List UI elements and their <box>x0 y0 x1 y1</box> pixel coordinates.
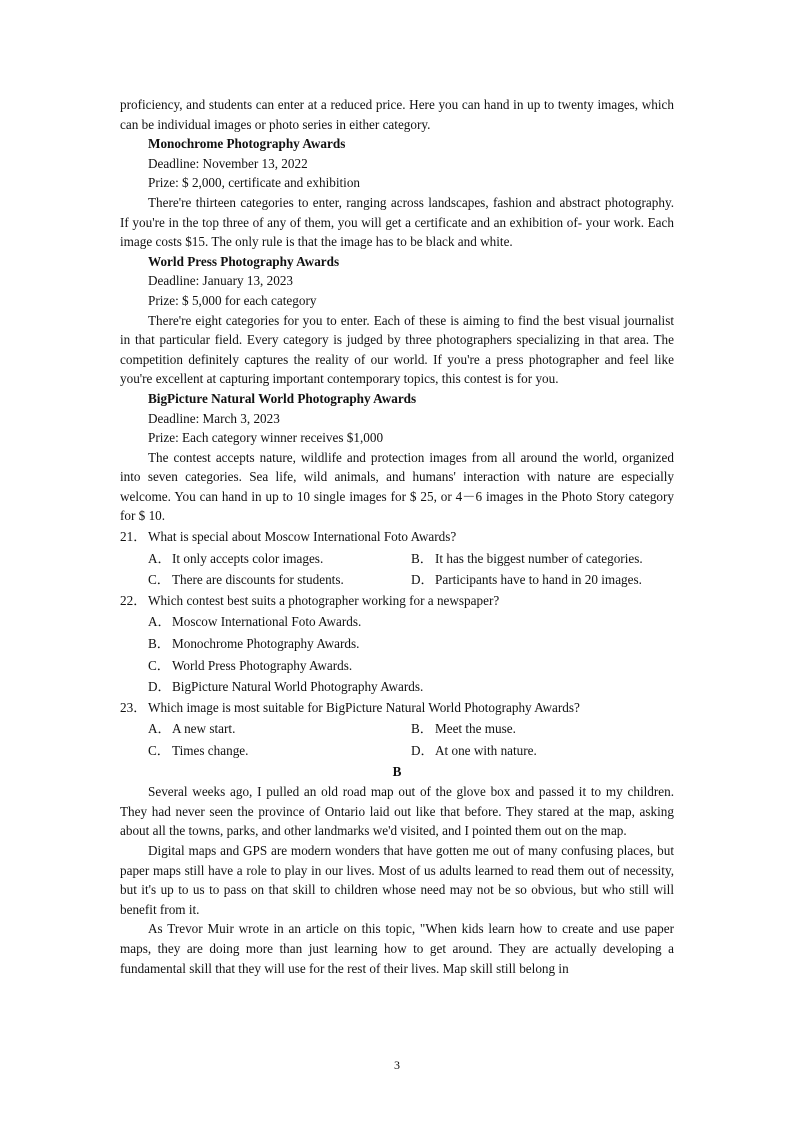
option-text: There are discounts for students. <box>172 572 344 588</box>
contest-deadline: Deadline: January 13, 2023 <box>148 273 294 289</box>
option-b <box>411 719 674 739</box>
question-21 <box>120 527 674 590</box>
options-row <box>120 549 674 569</box>
options-row <box>120 570 674 590</box>
option-text: It has the biggest number of categories. <box>435 550 643 566</box>
option-text: World Press Photography Awards. <box>172 657 353 673</box>
intro-paragraph-tail: proficiency, and students can enter at a reduced price. Here you can hand in up to twenty images, which can be individual images or photo series in either category. <box>120 97 674 132</box>
option-a <box>148 612 674 632</box>
question-22 <box>120 591 674 697</box>
option-c <box>148 741 411 761</box>
option-text: Participants have to hand in 20 images. <box>435 572 642 588</box>
section-heading: B <box>392 763 402 779</box>
contest-bigpicture <box>120 389 674 526</box>
option-a <box>148 549 411 569</box>
contest-description: The contest accepts nature, wildlife and protection images from all around the world, organized into seven categories. Sea life, wild animals, and humans' interaction with nature are especially welcome. You can hand in up to 10 single images for $ 25, or 4－6 images in the Photo Story category for $ 10. <box>120 449 674 524</box>
option-letter: D． <box>411 572 434 588</box>
option-letter: B． <box>148 636 170 652</box>
option-b <box>148 634 674 654</box>
option-d <box>411 741 674 761</box>
question-number: 21． <box>120 529 147 545</box>
contest-deadline: Deadline: November 13, 2022 <box>148 155 308 171</box>
page-number: 3 <box>394 1058 400 1072</box>
contest-description: There're eight categories for you to enter. Each of these is aiming to find the best visual journalist in that particular field. Every category is judged by three photographers specializing in that area. The competition definitely captures the reality of our world. If you're a press photographer and feel like you're excellent at capturing important contemporary topics, this contest is for you. <box>120 312 674 387</box>
question-text: Which contest best suits a photographer working for a newspaper? <box>148 592 500 608</box>
option-letter: B． <box>411 550 433 566</box>
document-page <box>120 95 674 978</box>
option-letter: C． <box>148 657 170 673</box>
option-text: BigPicture Natural World Photography Awards. <box>172 679 424 695</box>
option-letter: A． <box>148 614 171 630</box>
contest-title: World Press Photography Awards <box>148 253 340 269</box>
contest-prize: Prize: Each category winner receives $1,000 <box>148 430 384 446</box>
option-d <box>148 677 674 697</box>
passage-b-paragraph: Digital maps and GPS are modern wonders that have gotten me out of many confusing places, but paper maps still have a role to play in our lives. Most of us adults learned to read them out of necessity, but it's up to us to pass on that skill to children whose need may not be so obvious, but who still will benefit from it. <box>120 842 674 917</box>
option-b <box>411 549 674 569</box>
options-row <box>120 719 674 739</box>
option-letter: D． <box>148 679 171 695</box>
contest-deadline: Deadline: March 3, 2023 <box>148 410 280 426</box>
option-letter: A． <box>148 721 171 737</box>
option-text: Meet the muse. <box>435 721 516 737</box>
option-letter: C． <box>148 743 170 758</box>
question-text: What is special about Moscow International Foto Awards? <box>148 529 457 545</box>
option-text: At one with nature. <box>435 743 537 758</box>
passage-b-paragraph: As Trevor Muir wrote in an article on this topic, "When kids learn how to create and use paper maps, they are doing more than just learning how to get around. They are actually developing a fundamental skill that they will use for the rest of their lives. Map skill still belong in <box>120 921 674 976</box>
contest-title: BigPicture Natural World Photography Awards <box>148 390 417 406</box>
question-stem <box>120 527 674 547</box>
question-23 <box>120 698 674 761</box>
option-c <box>148 656 674 676</box>
option-text: A new start. <box>172 721 236 737</box>
contest-world-press <box>120 252 674 389</box>
question-stem <box>120 698 674 718</box>
option-a <box>148 719 411 739</box>
option-text: Times change. <box>172 743 249 758</box>
contest-title: Monochrome Photography Awards <box>148 136 346 152</box>
option-letter: C． <box>148 572 170 588</box>
option-text: It only accepts color images. <box>172 550 324 566</box>
question-number: 23． <box>120 699 147 715</box>
question-stem <box>120 591 674 611</box>
option-d <box>411 570 674 590</box>
question-text: Which image is most suitable for BigPicture Natural World Photography Awards? <box>148 699 580 715</box>
option-letter: A． <box>148 550 171 566</box>
options-row <box>120 741 674 761</box>
contest-prize: Prize: $ 5,000 for each category <box>148 292 317 308</box>
contest-description: There're thirteen categories to enter, ranging across landscapes, fashion and abstract photography. If you're in the top three of any of them, you will get a certificate and an exhibition of- your work. Each image costs $15. The only rule is that the image has to be black and white. <box>120 194 674 250</box>
option-text: Monochrome Photography Awards. <box>172 636 360 652</box>
option-letter: D． <box>411 743 434 758</box>
contest-monochrome <box>120 134 674 252</box>
passage-b-paragraph: Several weeks ago, I pulled an old road map out of the glove box and passed it to my children. They had never seen the province of Ontario laid out like that before. They stared at the map, asking about all the towns, parks, and other landmarks we'd visited, and I pointed them out on the map. <box>120 784 674 839</box>
option-text: Moscow International Foto Awards. <box>172 614 362 630</box>
option-c <box>148 570 411 590</box>
contest-prize: Prize: $ 2,000, certificate and exhibition <box>148 175 361 191</box>
options-list <box>120 612 674 696</box>
option-letter: B． <box>411 721 433 737</box>
question-number: 22． <box>120 592 147 608</box>
